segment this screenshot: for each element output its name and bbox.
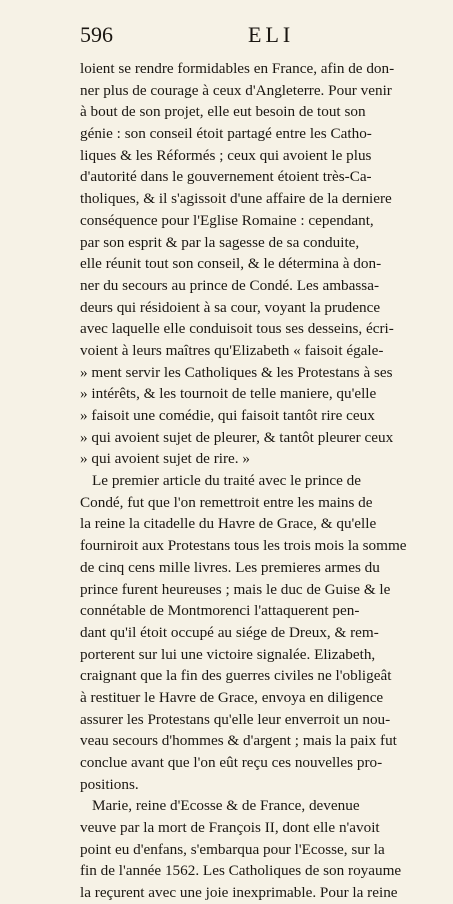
text-line: deurs qui résidoient à sa cour, voyant la prudence [80,298,381,316]
page-header [80,22,400,52]
text-line: assurer les Protestans qu'elle leur enverroit un nou- [80,710,391,728]
text-line: la reçurent avec une joie inexprimable. Pour la reine [80,884,398,902]
running-head: ELI [248,22,295,47]
text-line: elle réunit tout son conseil, & le détermina à don- [80,255,382,273]
text-line: connétable de Montmorenci l'attaquerent pen- [80,602,360,620]
text-line: par son esprit & par la sagesse de sa conduite, [80,233,360,251]
text-line: conclue avant que l'on eût reçu ces nouvelles pro- [80,754,383,771]
text-line: point eu d'enfans, s'embarqua pour l'Ecosse, sur la [80,840,385,858]
text-line: » qui avoient sujet de rire. » [80,450,250,468]
text-line: » faisoit une comédie, qui faisoit tantôt rire ceux [80,407,375,424]
text-line: ner du secours au prince de Condé. Les ambassa- [80,276,380,294]
text-line: de cinq cens mille livres. Les premieres armes du [80,558,380,576]
text-line: la reine la citadelle du Havre de Grace, & qu'elle [80,515,377,533]
page-number: 596 [80,22,113,47]
text-line: tholiques, & il s'agissoit d'une affaire de la derniere [80,190,392,208]
text-line: Le premier article du traité avec le prince de [92,472,361,490]
text-line: positions. [80,775,139,793]
text-line: veau secours d'hommes & d'argent ; mais la paix fut [80,732,397,750]
text-line: ner plus de courage à ceux d'Angleterre. Pour venir [80,81,392,99]
text-line: génie : son conseil étoit partagé entre les Catho- [80,125,372,143]
text-line: Condé, fut que l'on remettroit entre les mains de [80,493,373,511]
text-line: liques & les Réformés ; ceux qui avoient le plus [80,146,372,164]
text-line: avec laquelle elle conduisoit tous ses desseins, écri- [80,320,394,338]
text-line: » qui avoient sujet de pleurer, & tantôt pleurer ceux [80,428,394,446]
text-line: conséquence pour l'Eglise Romaine : cependant, [80,211,374,229]
text-line: à bout de son projet, elle eut besoin de tout son [80,103,366,121]
text-line: loient se rendre formidables en France, afin de don- [80,60,395,77]
text-line: fin de l'année 1562. Les Catholiques de son royaume [80,862,402,880]
text-line: prince furent heureuses ; mais le duc de Guise & le [80,580,391,598]
text-line: » ment servir les Catholiques & les Protestans à ses [80,363,393,381]
text-line: fourniroit aux Protestans tous les trois mois la somme [80,537,407,555]
text-line: voient à leurs maîtres qu'Elizabeth « faisoit égale- [80,341,384,359]
text-line: Marie, reine d'Ecosse & de France, devenue [92,797,360,815]
text-line: craignant que la fin des guerres civiles ne l'obligeât [80,667,392,685]
text-line: veuve par la mort de François II, dont elle n'avoit [80,819,380,837]
text-line: porterent sur lui une victoire signalée. Elizabeth, [80,645,376,663]
text-line: » intérêts, & les tournoit de telle maniere, qu'elle [80,385,377,403]
text-line: d'autorité dans le gouvernement étoient très-Ca- [80,168,372,186]
text-line: dant qu'il étoit occupé au siége de Dreux, & rem- [80,623,379,641]
body-text [80,58,407,904]
text-line: à restituer le Havre de Grace, envoya en diligence [80,688,384,706]
